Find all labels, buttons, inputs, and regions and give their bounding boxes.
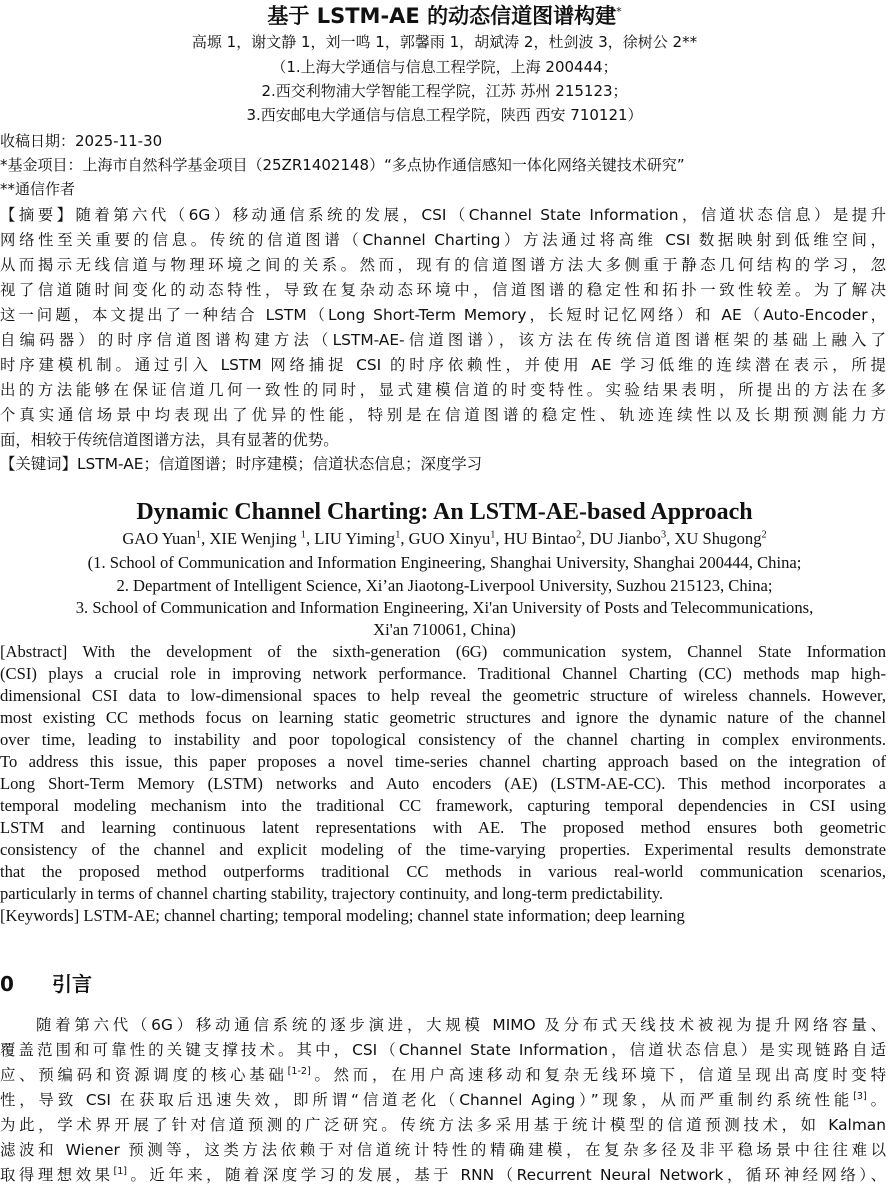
authors-cn: 高塬 1，谢文静 1，刘一鸣 1，郭馨雨 1，胡斌涛 2，杜剑波 3，徐树公 2** [191,33,698,51]
abstract-en-line: dimensional CSI data to low-dimensional spaces to help reveal the geometric structure of wireless channels. However, [0,686,886,705]
affiliation-en-2: 2. Department of Intelligent Science, Xi’an Jiaotong-Liverpool University, Suzhou 215123, China; [116,576,773,595]
abstract-cn-line: 网络性至关重要的信息。传统的信道图谱（Channel Charting）方法通过将高维 CSI 数据映射到低维空间， [0,231,886,249]
abstract-cn-line: 面，相较于传统信道图谱方法，具有显著的优势。 [0,431,339,449]
corresponding-author-note: **通信作者 [0,180,76,198]
abstract-cn-line: 出的方法能够在保证信道几何一致性的同时，显式建模信道的时变特性。实验结果表明，所提出的方法在多 [0,381,886,399]
abstract-cn-line: 时序建模机制。通过引入 LSTM 网络捕捉 CSI 的时序依赖性，并使用 AE 学习低维的连续潜在表示，所提 [0,356,886,374]
fund-note: *基金项目：上海市自然科学基金项目（25ZR1402148）“多点协作通信感知一体化网络关键技术研究” [0,156,685,174]
abstract-cn-line: 个真实通信场景中均表现出了优异的性能，特别是在信道图谱的稳定性、轨迹连续性以及长期预测能力方 [0,406,886,424]
abstract-en-line: consistency of the channel and explicit modeling of the time-varying properties. Experimental results demonstrate [0,840,886,859]
intro-line: 覆盖范围和可靠性的关键支撑技术。其中，CSI（Channel State Information，信道状态信息）是实现链路自适 [0,1041,886,1059]
abstract-en-line: over time, leading to instability and poor topological consistency of the channel charting in complex environments. [0,730,886,749]
abstract-en-line: LSTM and learning continuous latent representations with AE. The proposed method ensures both geometric [0,818,886,837]
affiliation-cn-1: （1.上海大学通信与信息工程学院，上海 200444； [271,58,618,76]
intro-line: 性，导致 CSI 在获取后迅速失效，即所谓“信道老化（Channel Aging）”现象，从而严重制约系统性能[3]。 [0,1090,886,1109]
section-title: 引言 [52,972,92,996]
affiliation-en-3: 3. School of Communication and Information Engineering, Xi'an University of Posts and Telecommunications, [75,598,814,617]
intro-line: 应、预编码和资源调度的核心基础[1-2]。然而，在用户高速移动和复杂无线环境下，信道呈现出高度时变特 [0,1065,886,1084]
abstract-en-line: that the proposed method outperforms traditional CC methods in various real-world communication scenarios, [0,862,886,881]
title-cn: 基于 LSTM-AE 的动态信道图谱构建* [267,4,622,28]
abstract-en-line: Long Short-Term Memory (LSTM) networks and Auto encoders (AE) (LSTM-AE-CC). This method incorporates a [0,774,886,793]
abstract-cn-line: 这一问题，本文提出了一种结合 LSTM（Long Short-Term Memory，长短时记忆网络）和 AE（Auto-Encoder， [0,306,886,324]
abstract-en-line: To address this issue, this paper proposes a novel time-series channel charting approach based on the integration of [0,752,886,771]
abstract-cn-line: 【摘要】随着第六代（6G）移动通信系统的发展，CSI（Channel State Information，信道状态信息）是提升 [0,206,886,224]
section-number: 0 [0,972,14,996]
intro-line: 随着第六代（6G）移动通信系统的逐步演进，大规模 MIMO 及分布式天线技术被视为提升网络容量、 [36,1016,886,1034]
intro-line: 为此，学术界开展了针对信道预测的广泛研究。传统方法多采用基于统计模型的信道预测技术，如 Kalman [0,1116,886,1134]
intro-line: 取得理想效果[1]。近年来，随着深度学习的发展，基于 RNN（Recurrent Neural Network，循环神经网络）、 [0,1165,886,1184]
title-footnote-mark: * [616,5,622,18]
authors-en: GAO Yuan$^1$, XIE Wenjing $^1$, LIU Yiming$^1$, GUO Xinyu$^1$, HU Bintao$^2$, DU Jianbo$^3$, XU Shugong$^2$ [122,529,767,548]
abstract-cn-line: 自编码器）的时序信道图谱构建方法（LSTM-AE-信道图谱），该方法在传统信道图谱框架的基础上融入了 [0,331,886,349]
abstract-en-line: particularly in terms of channel charting stability, trajectory continuity, and long-term predictability. [0,884,664,903]
keywords-en: [Keywords] LSTM-AE; channel charting; temporal modeling; channel state information; deep learning [0,906,685,925]
abstract-en-line: (CSI) plays a crucial role in improving network performance. Traditional Channel Charting (CC) methods map high- [0,664,886,683]
affiliation-cn-3: 3.西安邮电大学通信与信息工程学院，陕西 西安 710121） [246,106,643,124]
abstract-en-line: most existing CC methods focus on learning static geometric structures and ignore the dynamic nature of the channel [0,708,886,727]
abstract-cn-line: 视了信道随时间变化的动态特性，导致在复杂动态环境中，信道图谱的稳定性和拓扑一致性较差。为了解决 [0,281,886,299]
abstract-en-line: [Abstract] With the development of the sixth-generation (6G) communication system, Channel State Information [0,642,886,661]
abstract-cn-line: 从而揭示无线信道与物理环境之间的关系。然而，现有的信道图谱方法大多侧重于静态几何结构的学习，忽 [0,256,886,274]
affiliation-en-1: (1. School of Communication and Information Engineering, Shanghai University, Shanghai 200444, China; [87,553,802,572]
affiliation-en-4: Xi'an 710061, China) [373,620,516,639]
title-en: Dynamic Channel Charting: An LSTM-AE-based Approach [136,499,753,525]
intro-line: 滤波和 Wiener 预测等，这类方法依赖于对信道统计特性的精确建模，在复杂多径及非平稳场景中往往难以 [0,1141,886,1159]
keywords-cn: 【关键词】LSTM-AE；信道图谱；时序建模；信道状态信息；深度学习 [0,455,483,473]
affiliation-cn-2: 2.西交利物浦大学智能工程学院，江苏 苏州 215123； [261,82,628,100]
abstract-en-line: temporal modeling mechanism into the traditional CC framework, capturing temporal dependencies in CSI using [0,796,886,815]
received-date: 收稿日期：2025-11-30 [0,132,163,150]
